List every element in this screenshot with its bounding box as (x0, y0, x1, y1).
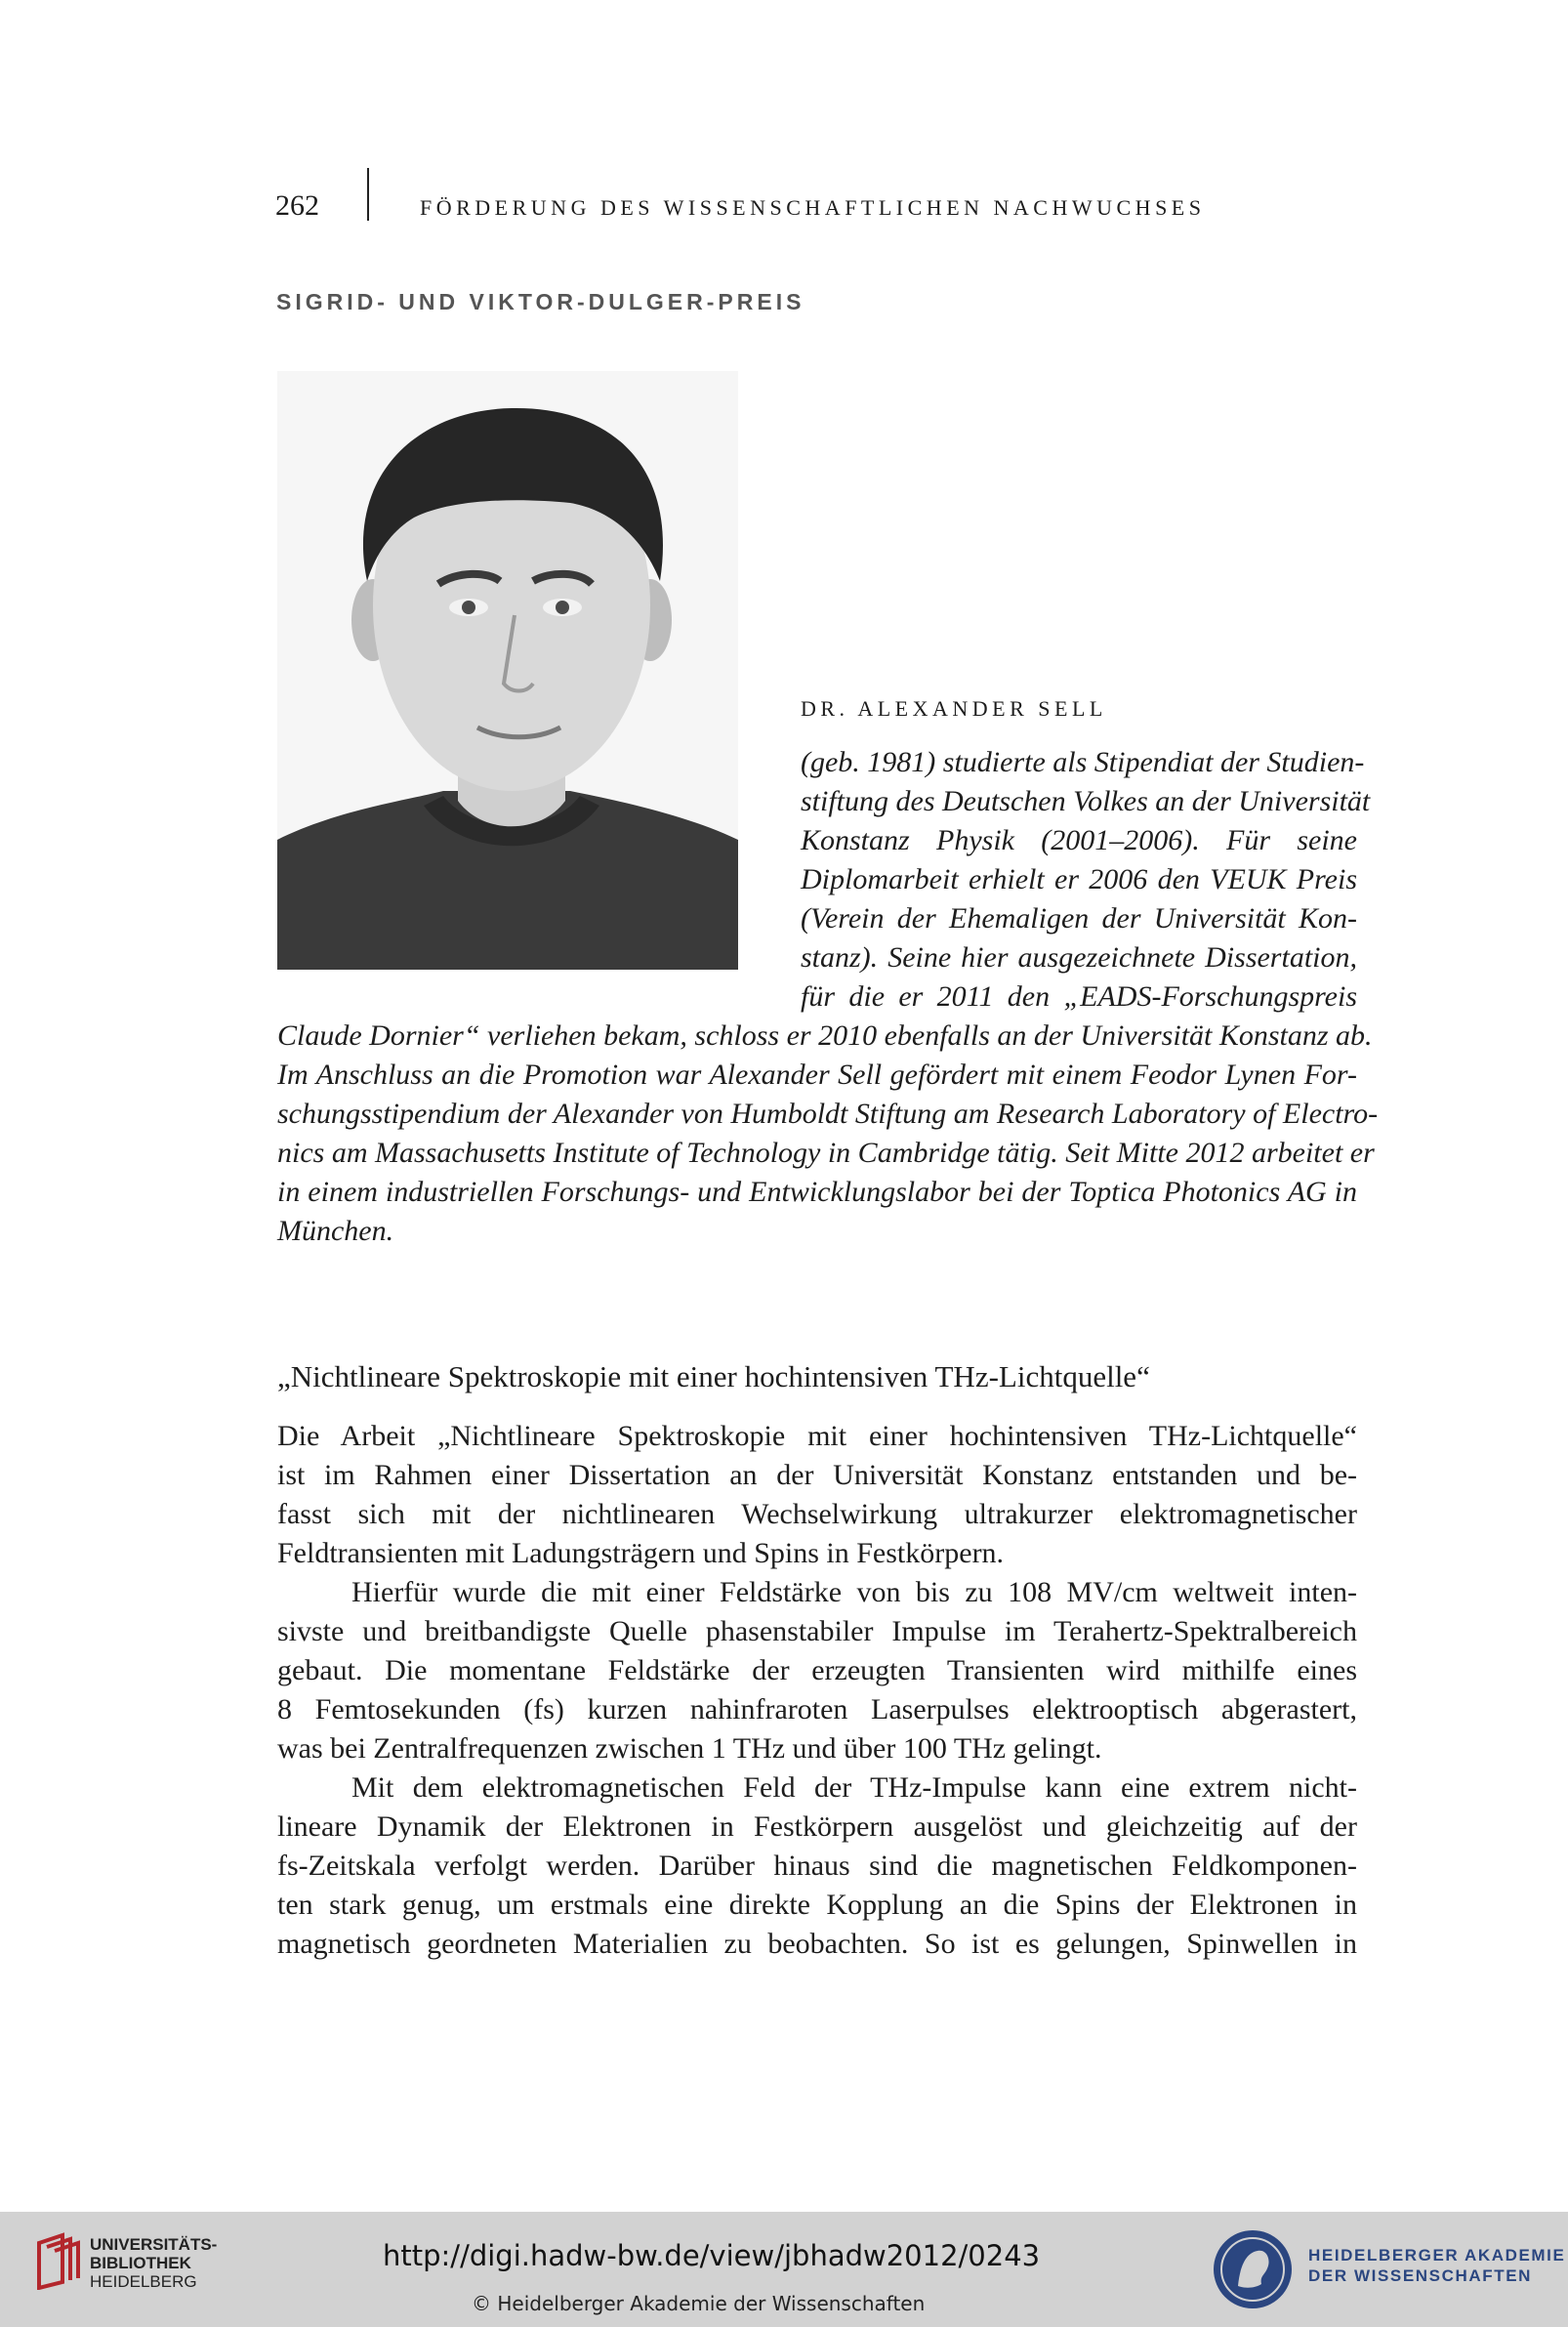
university-library-name (90, 2235, 217, 2291)
running-head: FÖRDERUNG DES WISSENSCHAFTLICHEN NACHWUCHSES (420, 195, 1206, 220)
library-name-line: HEIDELBERG (90, 2272, 197, 2291)
bio-line: stanz). Seine hier ausgezeichnete Dissertation, (801, 941, 1357, 974)
body-line: fs-Zeitskala verfolgt werden. Darüber hinaus sind die magnetischen Feldkomponen- (277, 1849, 1357, 1882)
academy-seal-icon (1211, 2227, 1295, 2311)
footer-copyright: © Heidelberger Akademie der Wissenschaften (472, 2292, 926, 2315)
body-line: fasst sich mit der nichtlinearen Wechselwirkung ultrakurzer elektromagnetischer (277, 1498, 1357, 1530)
body-line: sivste und breitbandigste Quelle phasenstabiler Impulse im Terahertz-Spektralbereich (277, 1615, 1357, 1647)
body-line: magnetisch geordneten Materialien zu beobachten. So ist es gelungen, Spinwellen in (277, 1928, 1357, 1960)
portrait-illustration (277, 371, 738, 970)
body-line: 8 Femtosekunden (fs) kurzen nahinfraroten Laserpulses elektrooptisch abgerastert, (277, 1693, 1357, 1725)
bio-line: Im Anschluss an die Promotion war Alexander Sell gefördert mit einem Feodor Lynen For- (277, 1059, 1357, 1091)
bio-line: für die er 2011 den „EADS-Forschungspreis (801, 980, 1357, 1013)
body-line: ist im Rahmen einer Dissertation an der Universität Konstanz entstanden und be- (277, 1459, 1357, 1491)
portrait-photo (277, 371, 738, 970)
body-line: Hierfür wurde die mit einer Feldstärke von bis zu 108 MV/cm weltweit inten- (351, 1576, 1357, 1608)
body-line: lineare Dynamik der Elektronen in Festkörpern ausgelöst und gleichzeitig auf der (277, 1810, 1357, 1843)
library-name-line: UNIVERSITÄTS- (90, 2235, 218, 2254)
bio-line: stiftung des Deutschen Volkes an der Universität (801, 785, 1371, 817)
body-line: ten stark genug, um erstmals eine direkte Kopplung an die Spins der Elektronen in (277, 1889, 1357, 1921)
body-line: Feldtransienten mit Ladungsträgern und Spins in Festkörpern. (277, 1537, 1005, 1569)
body-line: Mit dem elektromagnetischen Feld der THz-Impulse kann eine extrem nicht- (351, 1771, 1357, 1804)
bio-line: Konstanz Physik (2001–2006). Für seine (801, 824, 1357, 856)
section-title: SIGRID- UND VIKTOR-DULGER-PREIS (276, 289, 805, 314)
laureate-name: DR. ALEXANDER SELL (801, 696, 1107, 721)
body-line: was bei Zentralfrequenzen zwischen 1 THz und über 100 THz gelingt. (277, 1732, 1102, 1765)
university-library-logo-icon (33, 2231, 82, 2290)
body-line: Die Arbeit „Nichtlineare Spektroskopie mit einer hochintensiven THz-Lichtquelle“ (277, 1420, 1357, 1452)
bio-line: nics am Massachusetts Institute of Technology in Cambridge tätig. Seit Mitte 2012 arbeitet er (277, 1137, 1375, 1169)
academy-name-line: HEIDELBERGER AKADEMIE (1308, 2246, 1566, 2265)
page-number: 262 (275, 189, 319, 222)
bio-line: München. (277, 1215, 394, 1247)
bio-line: in einem industriellen Forschungs- und Entwicklungslabor bei der Toptica Photonics AG in (277, 1176, 1357, 1208)
bio-line: (Verein der Ehemaligen der Universität Kon- (801, 902, 1357, 935)
header-divider (367, 168, 369, 221)
footer-url-link[interactable]: http://digi.hadw-bw.de/view/jbhadw2012/0243 (383, 2239, 1041, 2272)
body-line: gebaut. Die momentane Feldstärke der erzeugten Transienten wird mithilfe eines (277, 1654, 1357, 1686)
bio-line: Claude Dornier“ verliehen bekam, schloss er 2010 ebenfalls an der Universität Konstanz ab. (277, 1019, 1373, 1052)
footer-bar (0, 2212, 1568, 2327)
academy-name (1308, 2245, 1565, 2286)
academy-name-line: DER WISSENSCHAFTEN (1308, 2266, 1533, 2285)
article-title: „Nichtlineare Spektroskopie mit einer hochintensiven THz-Lichtquelle“ (277, 1359, 1150, 1393)
bio-line: (geb. 1981) studierte als Stipendiat der Studien- (801, 746, 1365, 778)
library-name-line: BIBLIOTHEK (90, 2254, 191, 2272)
bio-line: Diplomarbeit erhielt er 2006 den VEUK Preis (801, 863, 1357, 895)
bio-line: schungsstipendium der Alexander von Humboldt Stiftung am Research Laboratory of Electro- (277, 1098, 1379, 1130)
